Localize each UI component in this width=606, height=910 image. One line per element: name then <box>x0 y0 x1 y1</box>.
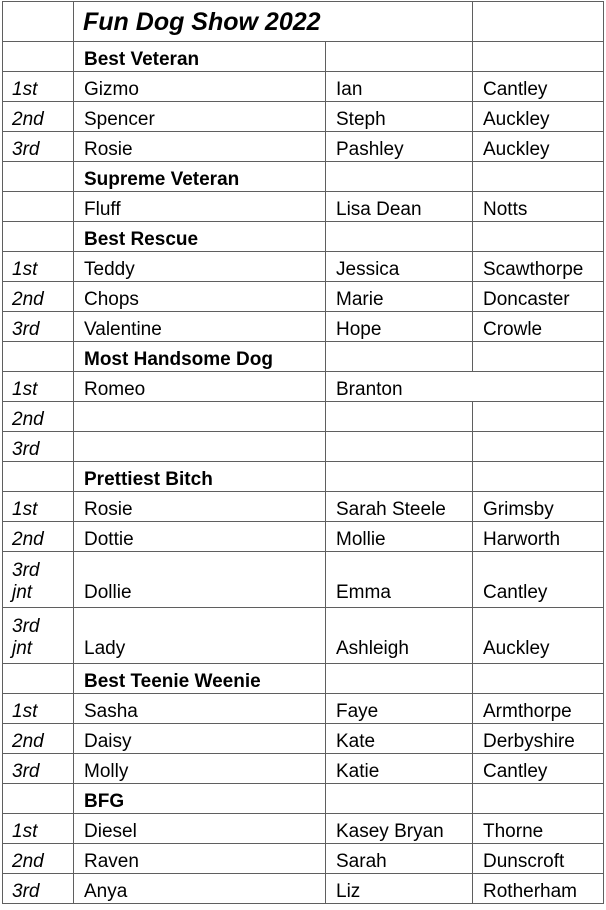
place <box>3 608 74 664</box>
place: 1st <box>3 372 74 402</box>
place: 1st <box>3 694 74 724</box>
owner-name: Ian <box>326 72 473 102</box>
result-row <box>3 814 604 844</box>
owner-name <box>326 402 473 432</box>
category-name: Prettiest Bitch <box>74 462 326 492</box>
place: 3rd <box>3 874 74 904</box>
owner-name <box>326 432 473 462</box>
result-row <box>3 754 604 784</box>
result-row <box>3 694 604 724</box>
result-row <box>3 492 604 522</box>
dog-name: Raven <box>74 844 326 874</box>
category-row <box>3 162 604 192</box>
title-row <box>3 2 604 42</box>
location: Auckley <box>473 608 604 664</box>
location: Crowle <box>473 312 604 342</box>
category-row <box>3 42 604 72</box>
dog-name: Molly <box>74 754 326 784</box>
place: 3rd <box>3 132 74 162</box>
category-row <box>3 784 604 814</box>
owner-name: Ashleigh <box>326 608 473 664</box>
place: 2nd <box>3 102 74 132</box>
category-row <box>3 664 604 694</box>
location: Cantley <box>473 552 604 608</box>
owner-name: Lisa Dean <box>326 192 473 222</box>
location: Scawthorpe <box>473 252 604 282</box>
result-row <box>3 402 604 432</box>
results-sheet <box>2 1 603 907</box>
place: 1st <box>3 814 74 844</box>
location: Rotherham <box>473 874 604 904</box>
category-name: Best Rescue <box>74 222 326 252</box>
place <box>3 192 74 222</box>
owner-name: Pashley <box>326 132 473 162</box>
location: Harworth <box>473 522 604 552</box>
result-row <box>3 724 604 754</box>
owner-name: Marie <box>326 282 473 312</box>
result-row <box>3 72 604 102</box>
owner-name: Branton <box>326 372 473 402</box>
owner-name: Faye <box>326 694 473 724</box>
location <box>473 432 604 462</box>
result-row <box>3 608 604 664</box>
place: 1st <box>3 252 74 282</box>
dog-name: Fluff <box>74 192 326 222</box>
location: Cantley <box>473 754 604 784</box>
place: 1st <box>3 72 74 102</box>
place-line: jnt <box>12 638 33 659</box>
place: 2nd <box>3 522 74 552</box>
title-empty-cell <box>3 2 74 42</box>
owner-name: Kate <box>326 724 473 754</box>
dog-name: Lady <box>74 608 326 664</box>
location <box>473 402 604 432</box>
location: Cantley <box>473 72 604 102</box>
page-title: Fun Dog Show 2022 <box>74 2 473 42</box>
result-row <box>3 282 604 312</box>
place: 2nd <box>3 282 74 312</box>
dog-name: Gizmo <box>74 72 326 102</box>
dog-name: Valentine <box>74 312 326 342</box>
dog-name: Daisy <box>74 724 326 754</box>
place: 2nd <box>3 844 74 874</box>
title-empty-cell <box>473 2 604 42</box>
location: Doncaster <box>473 282 604 312</box>
owner-name: Jessica <box>326 252 473 282</box>
location: Notts <box>473 192 604 222</box>
result-row <box>3 874 604 904</box>
location <box>473 372 604 402</box>
dog-name: Romeo <box>74 372 326 402</box>
result-row <box>3 192 604 222</box>
place-line: 3rd <box>12 560 40 581</box>
owner-name: Mollie <box>326 522 473 552</box>
owner-name: Steph <box>326 102 473 132</box>
results-table <box>2 1 604 904</box>
dog-name <box>74 432 326 462</box>
result-row <box>3 132 604 162</box>
place: 1st <box>3 492 74 522</box>
dog-name: Rosie <box>74 132 326 162</box>
result-row <box>3 522 604 552</box>
owner-name: Emma <box>326 552 473 608</box>
place: 3rd <box>3 312 74 342</box>
result-row <box>3 552 604 608</box>
place <box>3 552 74 608</box>
place: 3rd <box>3 432 74 462</box>
dog-name: Spencer <box>74 102 326 132</box>
result-row <box>3 844 604 874</box>
place: 2nd <box>3 402 74 432</box>
category-name: Most Handsome Dog <box>74 342 326 372</box>
result-row <box>3 432 604 462</box>
result-row <box>3 252 604 282</box>
dog-name: Dottie <box>74 522 326 552</box>
dog-name: Anya <box>74 874 326 904</box>
dog-name: Chops <box>74 282 326 312</box>
place: 2nd <box>3 724 74 754</box>
category-name: BFG <box>74 784 326 814</box>
owner-name: Liz <box>326 874 473 904</box>
owner-name: Sarah <box>326 844 473 874</box>
location: Derbyshire <box>473 724 604 754</box>
dog-name: Dollie <box>74 552 326 608</box>
owner-name: Katie <box>326 754 473 784</box>
dog-name: Sasha <box>74 694 326 724</box>
place-line: 3rd <box>12 616 40 637</box>
category-name: Best Veteran <box>74 42 326 72</box>
location: Grimsby <box>473 492 604 522</box>
dog-name <box>74 402 326 432</box>
owner-name: Sarah Steele <box>326 492 473 522</box>
result-row <box>3 102 604 132</box>
place-line: jnt <box>12 582 33 603</box>
owner-name: Kasey Bryan <box>326 814 473 844</box>
category-row <box>3 342 604 372</box>
category-name: Supreme Veteran <box>74 162 326 192</box>
location: Auckley <box>473 102 604 132</box>
dog-name: Rosie <box>74 492 326 522</box>
location: Armthorpe <box>473 694 604 724</box>
owner-name: Hope <box>326 312 473 342</box>
location: Dunscroft <box>473 844 604 874</box>
location: Auckley <box>473 132 604 162</box>
result-row <box>3 372 604 402</box>
result-row <box>3 312 604 342</box>
dog-name: Teddy <box>74 252 326 282</box>
category-row <box>3 462 604 492</box>
place: 3rd <box>3 754 74 784</box>
location: Thorne <box>473 814 604 844</box>
dog-name: Diesel <box>74 814 326 844</box>
category-name: Best Teenie Weenie <box>74 664 326 694</box>
category-row <box>3 222 604 252</box>
